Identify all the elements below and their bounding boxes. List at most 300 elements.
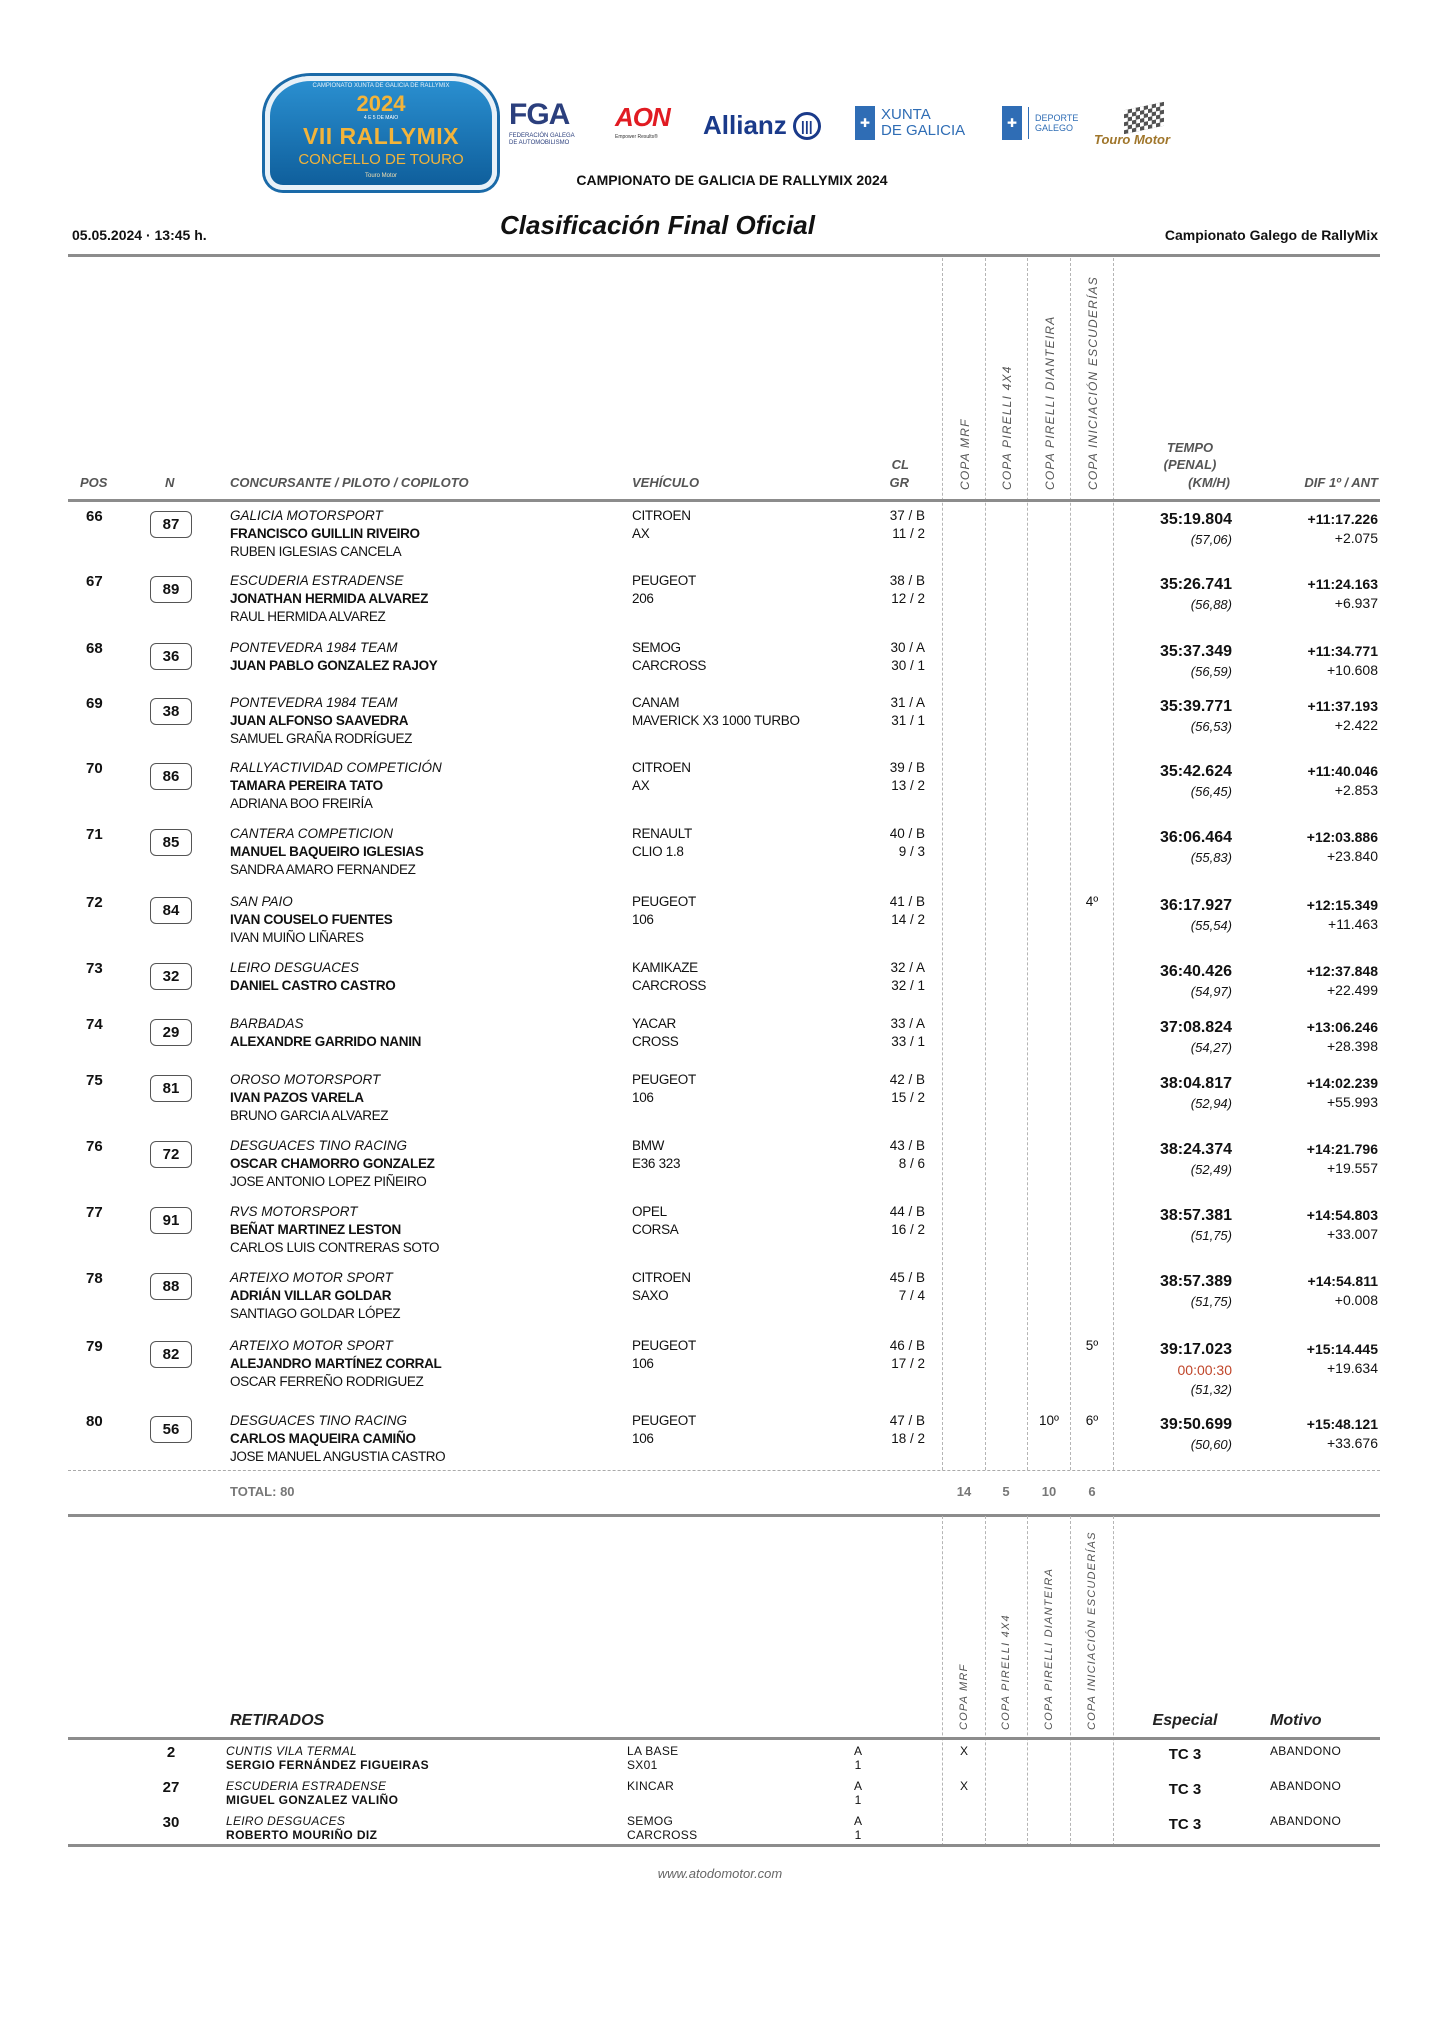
- position: 79: [86, 1338, 103, 1355]
- total-time: 35:37.349: [1159, 643, 1232, 660]
- plate-mini: Touro Motor: [364, 173, 397, 179]
- vehicle-make: KAMIKAZE: [632, 960, 698, 975]
- gap-to-previous: +2.075: [1334, 530, 1378, 546]
- class-position: 43 / B: [889, 1138, 925, 1153]
- average-speed: (54,97): [1190, 984, 1232, 999]
- position: 78: [86, 1270, 103, 1287]
- cup-position: 4º: [1085, 894, 1099, 909]
- team-name: LEIRO DESGUACES: [230, 960, 360, 975]
- codriver-name: IVAN MUIÑO LIÑARES: [230, 930, 364, 945]
- group-position: 11 / 2: [892, 526, 925, 541]
- gap-to-first: +14:02.239: [1306, 1075, 1378, 1091]
- ret-col-reason: Motivo: [1270, 1712, 1322, 1729]
- team-name: OROSO MOTORSPORT: [230, 1072, 381, 1087]
- aon-logo: [615, 104, 679, 140]
- total-time: 35:19.804: [1159, 511, 1232, 528]
- vehicle-model: 106: [632, 912, 654, 927]
- driver-name: OSCAR CHAMORRO GONZALEZ: [230, 1156, 435, 1171]
- driver-name: SERGIO FERNÁNDEZ FIGUEIRAS: [226, 1758, 430, 1772]
- position: 67: [86, 573, 103, 590]
- group-position: 9 / 3: [898, 844, 925, 859]
- driver-name: JONATHAN HERMIDA ALVAREZ: [230, 591, 429, 606]
- galicia-shield-icon: ✚: [855, 106, 875, 140]
- plate-title: VII RALLYMIX: [303, 123, 459, 149]
- gap-to-previous: +22.499: [1327, 982, 1378, 998]
- total-time: 38:57.389: [1159, 1273, 1232, 1290]
- car-number-badge: 91: [150, 1207, 192, 1234]
- col-vehicle: VEHÍCULO: [632, 475, 700, 490]
- ret-col-copa-pirelli-dianteira: COPA PIRELLI DIANTEIRA: [1043, 1567, 1055, 1730]
- vehicle-model: E36 323: [632, 1156, 681, 1171]
- position: 71: [86, 826, 103, 843]
- vehicle-model: CARCROSS: [632, 658, 707, 673]
- total-time: 35:39.771: [1159, 698, 1232, 715]
- team-name: DESGUACES TINO RACING: [230, 1138, 408, 1153]
- column-divider: [985, 258, 986, 1470]
- car-number-badge: 89: [150, 576, 192, 603]
- col-time: TEMPO: [1166, 440, 1214, 455]
- vehicle-make: PEUGEOT: [632, 894, 696, 909]
- vehicle-make: SEMOG: [632, 640, 681, 655]
- plate-year: 2024: [356, 91, 406, 116]
- codriver-name: CARLOS LUIS CONTRERAS SOTO: [230, 1240, 440, 1255]
- total-time: 38:57.381: [1159, 1207, 1232, 1224]
- vehicle-model: 206: [632, 591, 654, 606]
- team-name: DESGUACES TINO RACING: [230, 1413, 408, 1428]
- group-position: 12 / 2: [891, 591, 925, 606]
- championship-title: [0, 172, 1440, 190]
- driver-name: DANIEL CASTRO CASTRO: [230, 978, 396, 993]
- column-divider: [942, 258, 943, 1470]
- xunta-line1: XUNTA: [881, 106, 931, 123]
- gap-to-first: +11:17.226: [1307, 511, 1378, 527]
- divider: [1028, 107, 1029, 139]
- team-name: CANTERA COMPETICION: [230, 826, 394, 841]
- cup-position: 10º: [1039, 1413, 1059, 1428]
- vehicle-model: CLIO 1.8: [632, 844, 684, 859]
- class-position: 32 / A: [890, 960, 925, 975]
- total-time: 38:24.374: [1159, 1141, 1232, 1158]
- group: 1: [854, 1793, 862, 1807]
- car-number-badge: 36: [150, 643, 192, 670]
- position: 76: [86, 1138, 103, 1155]
- team-name: GALICIA MOTORSPORT: [230, 508, 383, 523]
- team-name: ESCUDERIA ESTRADENSE: [230, 573, 404, 588]
- car-number-badge: 84: [150, 897, 192, 924]
- car-number-badge: 82: [150, 1341, 192, 1368]
- gap-to-previous: +23.840: [1327, 848, 1378, 864]
- codriver-name: SANDRA AMARO FERNANDEZ: [230, 862, 416, 877]
- gap-to-first: +12:03.886: [1306, 829, 1378, 845]
- vehicle-model: SX01: [627, 1758, 658, 1772]
- codriver-name: BRUNO GARCIA ALVAREZ: [230, 1108, 389, 1123]
- deporte-galego-logo: [1002, 106, 1078, 140]
- col-copa-pirelli-4x4: COPA PIRELLI 4X4: [1000, 365, 1014, 490]
- vehicle-make: BMW: [632, 1138, 665, 1153]
- car-number-badge: 81: [150, 1075, 192, 1102]
- codriver-name: SANTIAGO GOLDAR LÓPEZ: [230, 1306, 401, 1321]
- gap-to-first: +11:40.046: [1307, 763, 1378, 779]
- team-name: PONTEVEDRA 1984 TEAM: [230, 695, 398, 710]
- class-position: 33 / A: [890, 1016, 925, 1031]
- copa-mrf-mark: X: [959, 1779, 968, 1793]
- class-position: 42 / B: [889, 1072, 925, 1087]
- plate-date: 4 E 5 DE MAIO: [363, 115, 399, 121]
- group-position: 14 / 2: [891, 912, 925, 927]
- vehicle-make: SEMOG: [627, 1814, 674, 1828]
- column-divider: [1027, 1516, 1028, 1846]
- touro-mark: Touro Motor: [1094, 132, 1171, 147]
- class-position: 38 / B: [889, 573, 925, 588]
- group-position: 30 / 1: [891, 658, 925, 673]
- col-dif: DIF 1º / ANT: [1304, 475, 1378, 490]
- group-position: 17 / 2: [891, 1356, 925, 1371]
- vehicle-model: CROSS: [632, 1034, 679, 1049]
- ret-col-copa-iniciacion: COPA INICIACIÓN ESCUDERÍAS: [1086, 1531, 1098, 1730]
- class-position: 44 / B: [889, 1204, 925, 1219]
- car-number-badge: 72: [150, 1141, 192, 1168]
- driver-name: ADRIÁN VILLAR GOLDAR: [230, 1288, 392, 1303]
- team-name: RVS MOTORSPORT: [230, 1204, 358, 1219]
- col-competitor: CONCURSANTE / PILOTO / COPILOTO: [230, 475, 469, 490]
- ret-col-copa-mrf: COPA MRF: [958, 1663, 970, 1730]
- car-number-badge: 86: [150, 763, 192, 790]
- column-divider: [985, 1516, 986, 1846]
- ret-col-copa-pirelli-4x4: COPA PIRELLI 4X4: [1000, 1614, 1012, 1730]
- gap-to-previous: +2.422: [1334, 717, 1378, 733]
- car-number-badge: 38: [150, 698, 192, 725]
- codriver-name: RAUL HERMIDA ALVAREZ: [230, 609, 386, 624]
- car-number: 30: [162, 1814, 180, 1831]
- checkered-flag-icon: [1124, 102, 1164, 135]
- car-number-badge: 85: [150, 829, 192, 856]
- header-rule: [68, 499, 1380, 502]
- codriver-name: SAMUEL GRAÑA RODRÍGUEZ: [230, 731, 412, 746]
- aon-mark: AON: [615, 102, 670, 132]
- position: 73: [86, 960, 103, 977]
- col-copa-mrf: COPA MRF: [958, 418, 972, 490]
- vehicle-model: 106: [632, 1090, 654, 1105]
- allianz-mark: Allianz: [703, 110, 787, 140]
- average-speed: (55,83): [1190, 850, 1232, 865]
- series-name: Campionato Galego de RallyMix: [1164, 227, 1378, 243]
- gap-to-previous: +10.608: [1327, 662, 1378, 678]
- codriver-name: JOSE ANTONIO LOPEZ PIÑEIRO: [230, 1174, 427, 1189]
- vehicle-make: CITROEN: [632, 1270, 691, 1285]
- codriver-name: OSCAR FERREÑO RODRIGUEZ: [230, 1374, 424, 1389]
- gap-to-first: +11:24.163: [1307, 576, 1378, 592]
- codriver-name: RUBEN IGLESIAS CANCELA: [230, 544, 402, 559]
- retired-top-rule: [68, 1514, 1380, 1517]
- codriver-name: ADRIANA BOO FREIRÍA: [230, 796, 373, 811]
- average-speed: (57,06): [1190, 532, 1232, 547]
- vehicle-make: YACAR: [632, 1016, 677, 1031]
- fga-sub2: DE AUTOMOBILISMO: [509, 140, 570, 146]
- group: 1: [854, 1828, 862, 1842]
- driver-name: BEÑAT MARTINEZ LESTON: [230, 1222, 401, 1237]
- vehicle-make: PEUGEOT: [632, 573, 696, 588]
- total-copa-mrf: 14: [956, 1484, 972, 1499]
- gap-to-first: +13:06.246: [1306, 1019, 1378, 1035]
- vehicle-make: LA BASE: [627, 1744, 679, 1758]
- team-name: PONTEVEDRA 1984 TEAM: [230, 640, 398, 655]
- allianz-eagle-icon: |||: [793, 112, 821, 140]
- cup-position: 5º: [1085, 1338, 1099, 1353]
- gap-to-first: +15:14.445: [1306, 1341, 1378, 1357]
- group-position: 33 / 1: [891, 1034, 925, 1049]
- average-speed: (51,75): [1190, 1228, 1232, 1243]
- gap-to-first: +12:37.848: [1306, 963, 1378, 979]
- fga-sub1: FEDERACIÓN GALEGA: [509, 133, 575, 139]
- top-rule: [68, 254, 1380, 257]
- vehicle-make: CITROEN: [632, 508, 691, 523]
- gap-to-previous: +19.634: [1327, 1360, 1378, 1376]
- gap-to-first: +14:54.811: [1307, 1273, 1378, 1289]
- gap-to-first: +11:34.771: [1307, 643, 1378, 659]
- driver-name: JUAN PABLO GONZALEZ RAJOY: [230, 658, 438, 673]
- team-name: CUNTIS VILA TERMAL: [226, 1744, 357, 1758]
- cup-position: 6º: [1085, 1413, 1099, 1428]
- team-name: ESCUDERIA ESTRADENSE: [226, 1779, 387, 1793]
- vehicle-model: SAXO: [632, 1288, 669, 1303]
- class-position: 37 / B: [889, 508, 925, 523]
- average-speed: (55,54): [1190, 918, 1232, 933]
- retire-reason: ABANDONO: [1270, 1779, 1342, 1793]
- driver-name: IVAN COUSELO FUENTES: [230, 912, 393, 927]
- car-number-badge: 32: [150, 963, 192, 990]
- bottom-rule: [68, 1844, 1380, 1847]
- codriver-name: JOSE MANUEL ANGUSTIA CASTRO: [230, 1449, 446, 1464]
- class-position: 46 / B: [889, 1338, 925, 1353]
- col-speed: (KM/H): [1188, 475, 1230, 490]
- average-speed: (56,88): [1190, 597, 1232, 612]
- touro-motor-logo: [1094, 106, 1194, 152]
- vehicle-model: 106: [632, 1356, 654, 1371]
- position: 74: [86, 1016, 103, 1033]
- retired-header-rule: [68, 1737, 1380, 1740]
- plate-subtitle: CONCELLO DE TOURO: [298, 151, 464, 168]
- vehicle-make: PEUGEOT: [632, 1413, 696, 1428]
- plate-top-text: CAMPIONATO XUNTA DE GALICIA DE RALLYMIX: [312, 83, 450, 89]
- average-speed: (52,49): [1190, 1162, 1232, 1177]
- vehicle-make: CANAM: [632, 695, 680, 710]
- average-speed: (51,75): [1190, 1294, 1232, 1309]
- vehicle-model: CARCROSS: [632, 978, 707, 993]
- gap-to-previous: +33.676: [1327, 1435, 1378, 1451]
- gap-to-first: +15:48.121: [1306, 1416, 1378, 1432]
- col-penal: (PENAL): [1163, 457, 1217, 472]
- average-speed: (52,94): [1190, 1096, 1232, 1111]
- position: 70: [86, 760, 103, 777]
- car-number-badge: 87: [150, 511, 192, 538]
- special-stage: TC 3: [1168, 1781, 1202, 1798]
- class-position: 30 / A: [890, 640, 925, 655]
- class: A: [853, 1744, 862, 1758]
- total-copa-pirelli-dianteira: 10: [1041, 1484, 1057, 1499]
- report-datetime: 05.05.2024 · 13:45 h.: [72, 227, 207, 243]
- class-position: 47 / B: [889, 1413, 925, 1428]
- position: 69: [86, 695, 103, 712]
- vehicle-model: CARCROSS: [627, 1828, 698, 1842]
- aon-sub: Empower Results®: [615, 134, 658, 140]
- team-name: BARBADAS: [230, 1016, 304, 1031]
- gap-to-previous: +0.008: [1334, 1292, 1378, 1308]
- gap-to-previous: +2.853: [1334, 782, 1378, 798]
- total-time: 36:40.426: [1159, 963, 1232, 980]
- average-speed: (56,45): [1190, 784, 1232, 799]
- team-name: LEIRO DESGUACES: [226, 1814, 346, 1828]
- group-position: 13 / 2: [891, 778, 925, 793]
- penalty-time: 00:00:30: [1177, 1362, 1232, 1378]
- special-stage: TC 3: [1168, 1816, 1202, 1833]
- class: A: [853, 1814, 862, 1828]
- total-time: 35:26.741: [1159, 576, 1232, 593]
- gap-to-first: +14:54.803: [1306, 1207, 1378, 1223]
- team-name: ARTEIXO MOTOR SPORT: [230, 1270, 393, 1285]
- average-speed: (56,59): [1190, 664, 1232, 679]
- page-title: Clasificación Final Oficial: [500, 210, 815, 240]
- allianz-logo: [703, 110, 821, 141]
- gap-to-previous: +6.937: [1334, 595, 1378, 611]
- total-time: 38:04.817: [1159, 1075, 1232, 1092]
- position: 72: [86, 894, 103, 911]
- total-copa-iniciacion: 6: [1088, 1484, 1096, 1499]
- vehicle-make: OPEL: [632, 1204, 667, 1219]
- deporte-line1: DEPORTE: [1035, 113, 1079, 123]
- car-number-badge: 88: [150, 1273, 192, 1300]
- group-position: 18 / 2: [891, 1431, 925, 1446]
- ret-col-special: Especial: [1152, 1712, 1218, 1729]
- col-copa-pirelli-dianteira: COPA PIRELLI DIANTEIRA: [1043, 315, 1057, 490]
- class-position: 41 / B: [889, 894, 925, 909]
- team-name: RALLYACTIVIDAD COMPETICIÓN: [230, 760, 442, 775]
- total-time: 39:50.699: [1159, 1416, 1232, 1433]
- col-copa-iniciacion: COPA INICIACIÓN ESCUDERÍAS: [1086, 276, 1100, 490]
- position: 77: [86, 1204, 103, 1221]
- class-position: 40 / B: [889, 826, 925, 841]
- gap-to-first: +12:15.349: [1306, 897, 1378, 913]
- column-divider: [1070, 258, 1071, 1470]
- total-time: 37:08.824: [1159, 1019, 1232, 1036]
- championship-text: CAMPIONATO DE GALICIA DE RALLYMIX 2024: [576, 172, 888, 188]
- gap-to-first: +11:37.193: [1307, 698, 1378, 714]
- class-position: 31 / A: [890, 695, 925, 710]
- average-speed: (54,27): [1190, 1040, 1232, 1055]
- vehicle-make: KINCAR: [627, 1779, 675, 1793]
- xunta-line2: DE GALICIA: [881, 122, 966, 139]
- average-speed: (56,53): [1190, 719, 1232, 734]
- car-number: 27: [162, 1779, 180, 1796]
- class: A: [853, 1779, 862, 1793]
- column-divider: [1070, 1516, 1071, 1846]
- driver-name: FRANCISCO GUILLIN RIVEIRO: [230, 526, 420, 541]
- driver-name: JUAN ALFONSO SAAVEDRA: [230, 713, 409, 728]
- vehicle-make: PEUGEOT: [632, 1338, 696, 1353]
- team-name: SAN PAIO: [230, 894, 293, 909]
- driver-name: MIGUEL GONZALEZ VALIÑO: [226, 1793, 399, 1807]
- total-time: 36:06.464: [1159, 829, 1232, 846]
- gap-to-first: +14:21.796: [1306, 1141, 1378, 1157]
- driver-name: ALEJANDRO MARTÍNEZ CORRAL: [230, 1356, 442, 1371]
- average-speed: (51,32): [1190, 1382, 1232, 1397]
- col-cl: CL: [891, 457, 909, 472]
- galicia-shield-icon: ✚: [1002, 106, 1022, 140]
- col-n: N: [165, 475, 175, 490]
- total-count: TOTAL: 80: [230, 1484, 295, 1499]
- fga-mark: FGA: [509, 98, 570, 131]
- gap-to-previous: +11.463: [1328, 916, 1378, 932]
- vehicle-make: CITROEN: [632, 760, 691, 775]
- column-divider: [942, 1516, 943, 1846]
- driver-name: IVAN PAZOS VARELA: [230, 1090, 364, 1105]
- totals-divider: [68, 1470, 1380, 1471]
- gap-to-previous: +33.007: [1327, 1226, 1378, 1242]
- retired-title: RETIRADOS: [230, 1712, 325, 1729]
- group-position: 7 / 4: [898, 1288, 925, 1303]
- car-number: 2: [166, 1744, 176, 1761]
- vehicle-model: 106: [632, 1431, 654, 1446]
- vehicle-model: AX: [632, 778, 650, 793]
- vehicle-model: AX: [632, 526, 650, 541]
- retire-reason: ABANDONO: [1270, 1814, 1342, 1828]
- vehicle-model: MAVERICK X3 1000 TURBO: [632, 713, 800, 728]
- footer-url[interactable]: www.atodomotor.com: [657, 1866, 783, 1881]
- class-position: 39 / B: [889, 760, 925, 775]
- position: 80: [86, 1413, 103, 1430]
- team-name: ARTEIXO MOTOR SPORT: [230, 1338, 393, 1353]
- total-time: 35:42.624: [1159, 763, 1232, 780]
- vehicle-model: CORSA: [632, 1222, 679, 1237]
- car-number-badge: 29: [150, 1019, 192, 1046]
- group-position: 31 / 1: [891, 713, 925, 728]
- total-time: 36:17.927: [1159, 897, 1232, 914]
- car-number-badge: 56: [150, 1416, 192, 1443]
- position: 75: [86, 1072, 103, 1089]
- group: 1: [854, 1758, 862, 1772]
- special-stage: TC 3: [1168, 1746, 1202, 1763]
- retire-reason: ABANDONO: [1270, 1744, 1342, 1758]
- average-speed: (50,60): [1190, 1437, 1232, 1452]
- fga-logo: [509, 100, 587, 150]
- total-time: 39:17.023: [1159, 1341, 1232, 1358]
- deporte-line2: GALEGO: [1035, 123, 1074, 133]
- driver-name: CARLOS MAQUEIRA CAMIÑO: [230, 1431, 416, 1446]
- gap-to-previous: +28.398: [1327, 1038, 1378, 1054]
- col-pos: POS: [80, 475, 108, 490]
- copa-mrf-mark: X: [959, 1744, 968, 1758]
- position: 68: [86, 640, 103, 657]
- group-position: 32 / 1: [891, 978, 925, 993]
- column-divider: [1027, 258, 1028, 1470]
- group-position: 16 / 2: [891, 1222, 925, 1237]
- driver-name: ALEXANDRE GARRIDO NANIN: [230, 1034, 422, 1049]
- position: 66: [86, 508, 103, 525]
- driver-name: TAMARA PEREIRA TATO: [230, 778, 383, 793]
- gap-to-previous: +19.557: [1327, 1160, 1378, 1176]
- col-gr: GR: [889, 475, 909, 490]
- vehicle-make: RENAULT: [632, 826, 692, 841]
- total-copa-pirelli-4x4: 5: [1002, 1484, 1010, 1499]
- class-position: 45 / B: [889, 1270, 925, 1285]
- group-position: 8 / 6: [898, 1156, 925, 1171]
- column-divider: [1113, 1516, 1114, 1846]
- driver-name: ROBERTO MOURIÑO DIZ: [226, 1828, 378, 1842]
- group-position: 15 / 2: [891, 1090, 925, 1105]
- vehicle-make: PEUGEOT: [632, 1072, 696, 1087]
- driver-name: MANUEL BAQUEIRO IGLESIAS: [230, 844, 424, 859]
- xunta-logo: [855, 106, 965, 140]
- gap-to-previous: +55.993: [1327, 1094, 1378, 1110]
